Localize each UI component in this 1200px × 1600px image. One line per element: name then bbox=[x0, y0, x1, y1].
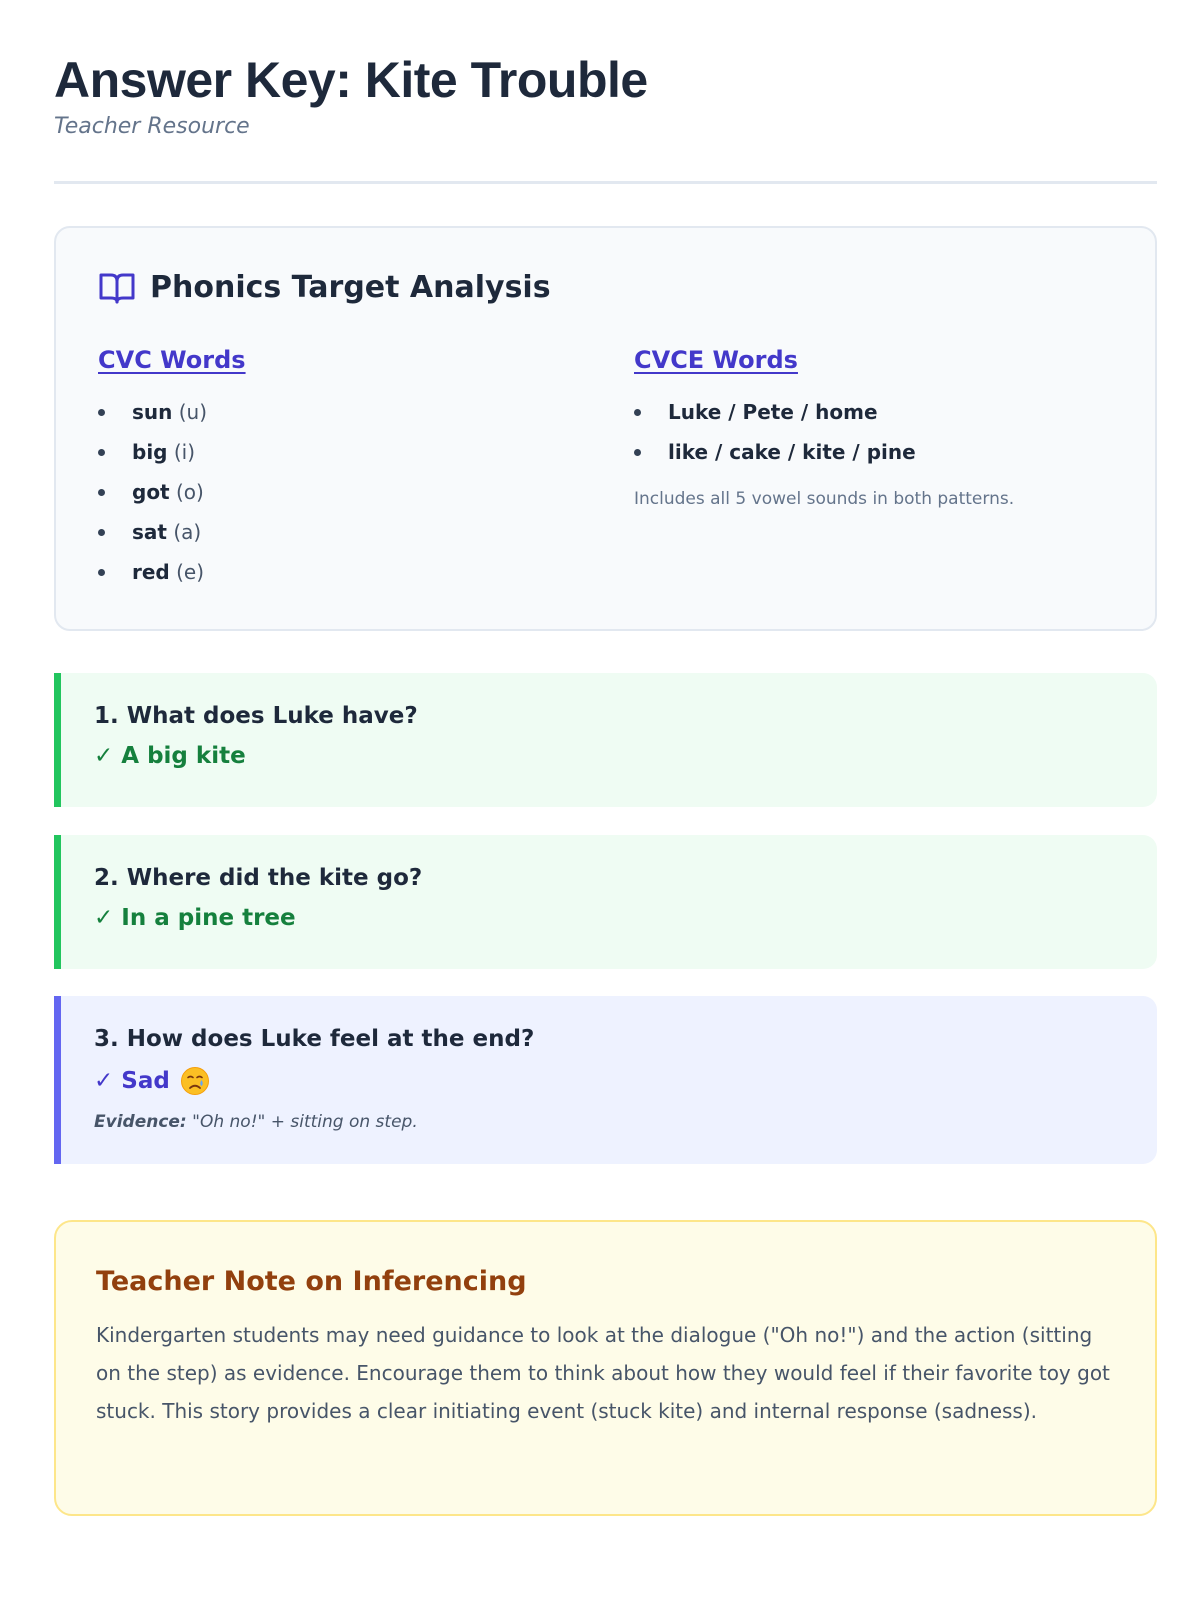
question-card-3 bbox=[54, 996, 1157, 1164]
vowel-label: (e) bbox=[176, 560, 205, 584]
list-item bbox=[634, 392, 1014, 432]
page-subtitle: Teacher Resource bbox=[54, 114, 250, 139]
vowel-label: (a) bbox=[173, 520, 202, 544]
question-text: 3. How does Luke feel at the end? bbox=[94, 1026, 535, 1052]
teacher-note-panel bbox=[54, 1220, 1157, 1516]
cvce-word-list bbox=[634, 392, 1014, 472]
crying-face-icon bbox=[180, 1066, 210, 1096]
cvce-word-group: like / cake / kite / pine bbox=[668, 440, 916, 464]
vowel-note: Includes all 5 vowel sounds in both patterns. bbox=[634, 489, 1015, 509]
vowel-label: (i) bbox=[173, 440, 196, 464]
evidence-text: "Oh no!" + sitting on step. bbox=[186, 1112, 418, 1132]
cvc-word: red bbox=[132, 560, 170, 584]
phonics-panel bbox=[54, 226, 1157, 631]
page-title: Answer Key: Kite Trouble bbox=[54, 52, 648, 108]
cvc-words-link[interactable]: CVC Words bbox=[98, 346, 246, 374]
check-icon: ✓ bbox=[94, 743, 114, 769]
question-text: 1. What does Luke have? bbox=[94, 703, 418, 729]
answer-text: Sad bbox=[121, 1068, 170, 1094]
cvc-column bbox=[98, 346, 246, 592]
cvc-word: sat bbox=[132, 520, 167, 544]
list-item bbox=[98, 472, 246, 512]
cvc-word: sun bbox=[132, 400, 173, 424]
list-item bbox=[98, 512, 246, 552]
check-icon: ✓ bbox=[94, 1068, 114, 1094]
question-card-1 bbox=[54, 673, 1157, 807]
question-card-2 bbox=[54, 835, 1157, 969]
evidence-line bbox=[94, 1112, 1157, 1132]
cvc-word-list bbox=[98, 392, 246, 592]
vowel-label: (o) bbox=[175, 480, 204, 504]
answer-text: In a pine tree bbox=[121, 905, 296, 931]
answer-text: A big kite bbox=[121, 743, 246, 769]
answer-row bbox=[94, 743, 1157, 769]
header bbox=[54, 50, 1157, 139]
evidence-label: Evidence: bbox=[94, 1112, 187, 1132]
header-divider bbox=[54, 181, 1157, 184]
cvc-word: big bbox=[132, 440, 168, 464]
list-item bbox=[98, 552, 246, 592]
cvc-word: got bbox=[132, 480, 170, 504]
list-item bbox=[634, 432, 1014, 472]
list-item bbox=[98, 432, 246, 472]
answer-row bbox=[94, 1066, 1157, 1096]
phonics-header bbox=[98, 270, 551, 305]
cvce-column bbox=[634, 346, 1014, 509]
teacher-note-title: Teacher Note on Inferencing bbox=[96, 1266, 527, 1297]
cvce-word-group: Luke / Pete / home bbox=[668, 400, 878, 424]
list-item bbox=[98, 392, 246, 432]
vowel-label: (u) bbox=[178, 400, 208, 424]
question-text: 2. Where did the kite go? bbox=[94, 865, 423, 891]
check-icon: ✓ bbox=[94, 905, 114, 931]
phonics-title: Phonics Target Analysis bbox=[150, 270, 551, 305]
teacher-note-body: Kindergarten students may need guidance to look at the dialogue ("Oh no!") and the action (sitting on the step) as evidence. Encourage them to think about how they would feel if their favorite toy got stuck. This story provides a clear initiating event (stuck kite) and internal response (sadness). bbox=[96, 1323, 1110, 1423]
cvce-words-link[interactable]: CVCE Words bbox=[634, 346, 798, 374]
open-book-icon bbox=[98, 271, 136, 305]
answer-row bbox=[94, 905, 1157, 931]
